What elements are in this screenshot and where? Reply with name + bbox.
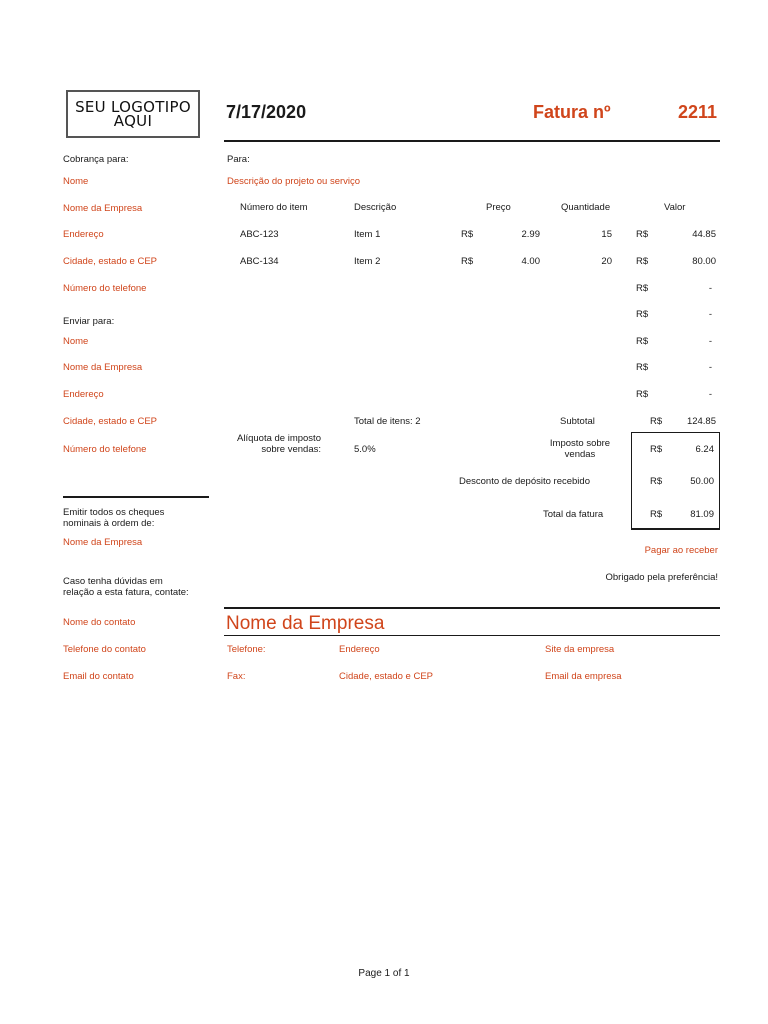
payment-terms: Pagar ao receber [644, 545, 718, 556]
table-row-2-description: Item 2 [354, 256, 381, 267]
billing-name: Nome [63, 176, 89, 187]
empty-row-5-amount: - [708, 336, 712, 347]
deposit-currency: R$ [650, 476, 663, 487]
billing-company: Nome da Empresa [63, 203, 143, 214]
shipping-address: Endereço [63, 389, 104, 400]
checks-label: Emitir todos os cheques nominais à ordem de: [63, 507, 165, 529]
company-city: Cidade, estado e CEP [339, 671, 434, 682]
empty-row-6-amount: - [708, 362, 712, 373]
table-row-1-price-currency: R$ [461, 229, 474, 240]
table-row-2-qty: 20 [601, 256, 612, 267]
shipping-name: Nome [63, 336, 89, 347]
tax-currency: R$ [650, 444, 663, 455]
col-header-price: Preço [486, 202, 511, 213]
empty-row-4-currency: R$ [636, 309, 649, 320]
empty-row-7-amount: - [708, 389, 712, 400]
table-row-2-amount-currency: R$ [636, 256, 649, 267]
company-fax-label: Fax: [227, 671, 246, 682]
totals-box-bottom [631, 528, 720, 530]
table-row-1-description: Item 1 [354, 229, 381, 240]
for-label: Para: [227, 154, 250, 165]
tax-rate-label: Alíquota de imposto sobre vendas: [237, 433, 321, 455]
empty-row-5-currency: R$ [636, 336, 649, 347]
shipping-label: Enviar para: [63, 316, 115, 327]
project-description: Descrição do projeto ou serviço [227, 176, 361, 187]
table-row-1-price: 2.99 [521, 229, 540, 240]
company-divider-bottom [224, 635, 720, 636]
shipping-city: Cidade, estado e CEP [63, 416, 158, 427]
empty-row-3-currency: R$ [636, 283, 649, 294]
company-address: Endereço [339, 644, 380, 655]
contact-email: Email do contato [63, 671, 134, 682]
empty-row-4-amount: - [708, 309, 712, 320]
billing-phone: Número do telefone [63, 283, 147, 294]
header-divider [224, 140, 720, 142]
payee-name: Nome da Empresa [63, 537, 143, 548]
shipping-phone: Número do telefone [63, 444, 147, 455]
subtotal-currency: R$ [650, 416, 663, 427]
company-divider-top [224, 607, 720, 609]
table-row-2-item: ABC-134 [240, 256, 279, 267]
contact-phone: Telefone do contato [63, 644, 146, 655]
billing-address: Endereço [63, 229, 104, 240]
questions-label: Caso tenha dúvidas em relação a esta fatura, contate: [63, 576, 189, 598]
tax-value: 6.24 [695, 444, 714, 455]
tax-label: Imposto sobre vendas [549, 438, 611, 460]
col-header-description: Descrição [354, 202, 397, 213]
shipping-company: Nome da Empresa [63, 362, 143, 373]
subtotal-label: Subtotal [560, 416, 595, 427]
invoice-date: 7/17/2020 [226, 102, 307, 122]
invoice-total-currency: R$ [650, 509, 663, 520]
col-header-amount: Valor [664, 202, 686, 213]
table-row-1-qty: 15 [601, 229, 612, 240]
page-number: Page 1 of 1 [358, 968, 410, 979]
table-row-1-amount-currency: R$ [636, 229, 649, 240]
table-row-1-item: ABC-123 [240, 229, 279, 240]
table-row-2-price: 4.00 [521, 256, 540, 267]
invoice-number-label: Fatura nº [533, 102, 611, 122]
tax-rate-value: 5.0% [354, 444, 376, 455]
payment-divider [63, 496, 209, 498]
items-total: Total de itens: 2 [354, 416, 421, 427]
deposit-value: 50.00 [690, 476, 714, 487]
billing-city: Cidade, estado e CEP [63, 256, 158, 267]
company-phone-label: Telefone: [227, 644, 266, 655]
contact-name: Nome do contato [63, 617, 136, 628]
invoice-total-label: Total da fatura [543, 509, 604, 520]
totals-box-top [631, 432, 720, 433]
invoice-number: 2211 [678, 102, 718, 122]
thank-you-message: Obrigado pela preferência! [605, 572, 718, 583]
empty-row-7-currency: R$ [636, 389, 649, 400]
logo-line-2: AQUI [113, 112, 153, 130]
col-header-quantity: Quantidade [561, 202, 611, 213]
table-row-2-amount: 80.00 [692, 256, 716, 267]
invoice-total-value: 81.09 [690, 509, 714, 520]
empty-row-3-amount: - [708, 283, 712, 294]
empty-row-6-currency: R$ [636, 362, 649, 373]
logo-line-1: SEU LOGOTIPO [75, 98, 191, 116]
logo-placeholder [66, 90, 200, 138]
billing-label: Cobrança para: [63, 154, 129, 165]
table-row-2-price-currency: R$ [461, 256, 474, 267]
col-header-item-number: Número do item [240, 202, 308, 213]
subtotal-value: 124.85 [686, 416, 716, 427]
company-website: Site da empresa [545, 644, 615, 655]
company-name: Nome da Empresa [226, 613, 385, 634]
deposit-label: Desconto de depósito recebido [459, 476, 590, 487]
table-row-1-amount: 44.85 [692, 229, 716, 240]
company-email: Email da empresa [545, 671, 622, 682]
